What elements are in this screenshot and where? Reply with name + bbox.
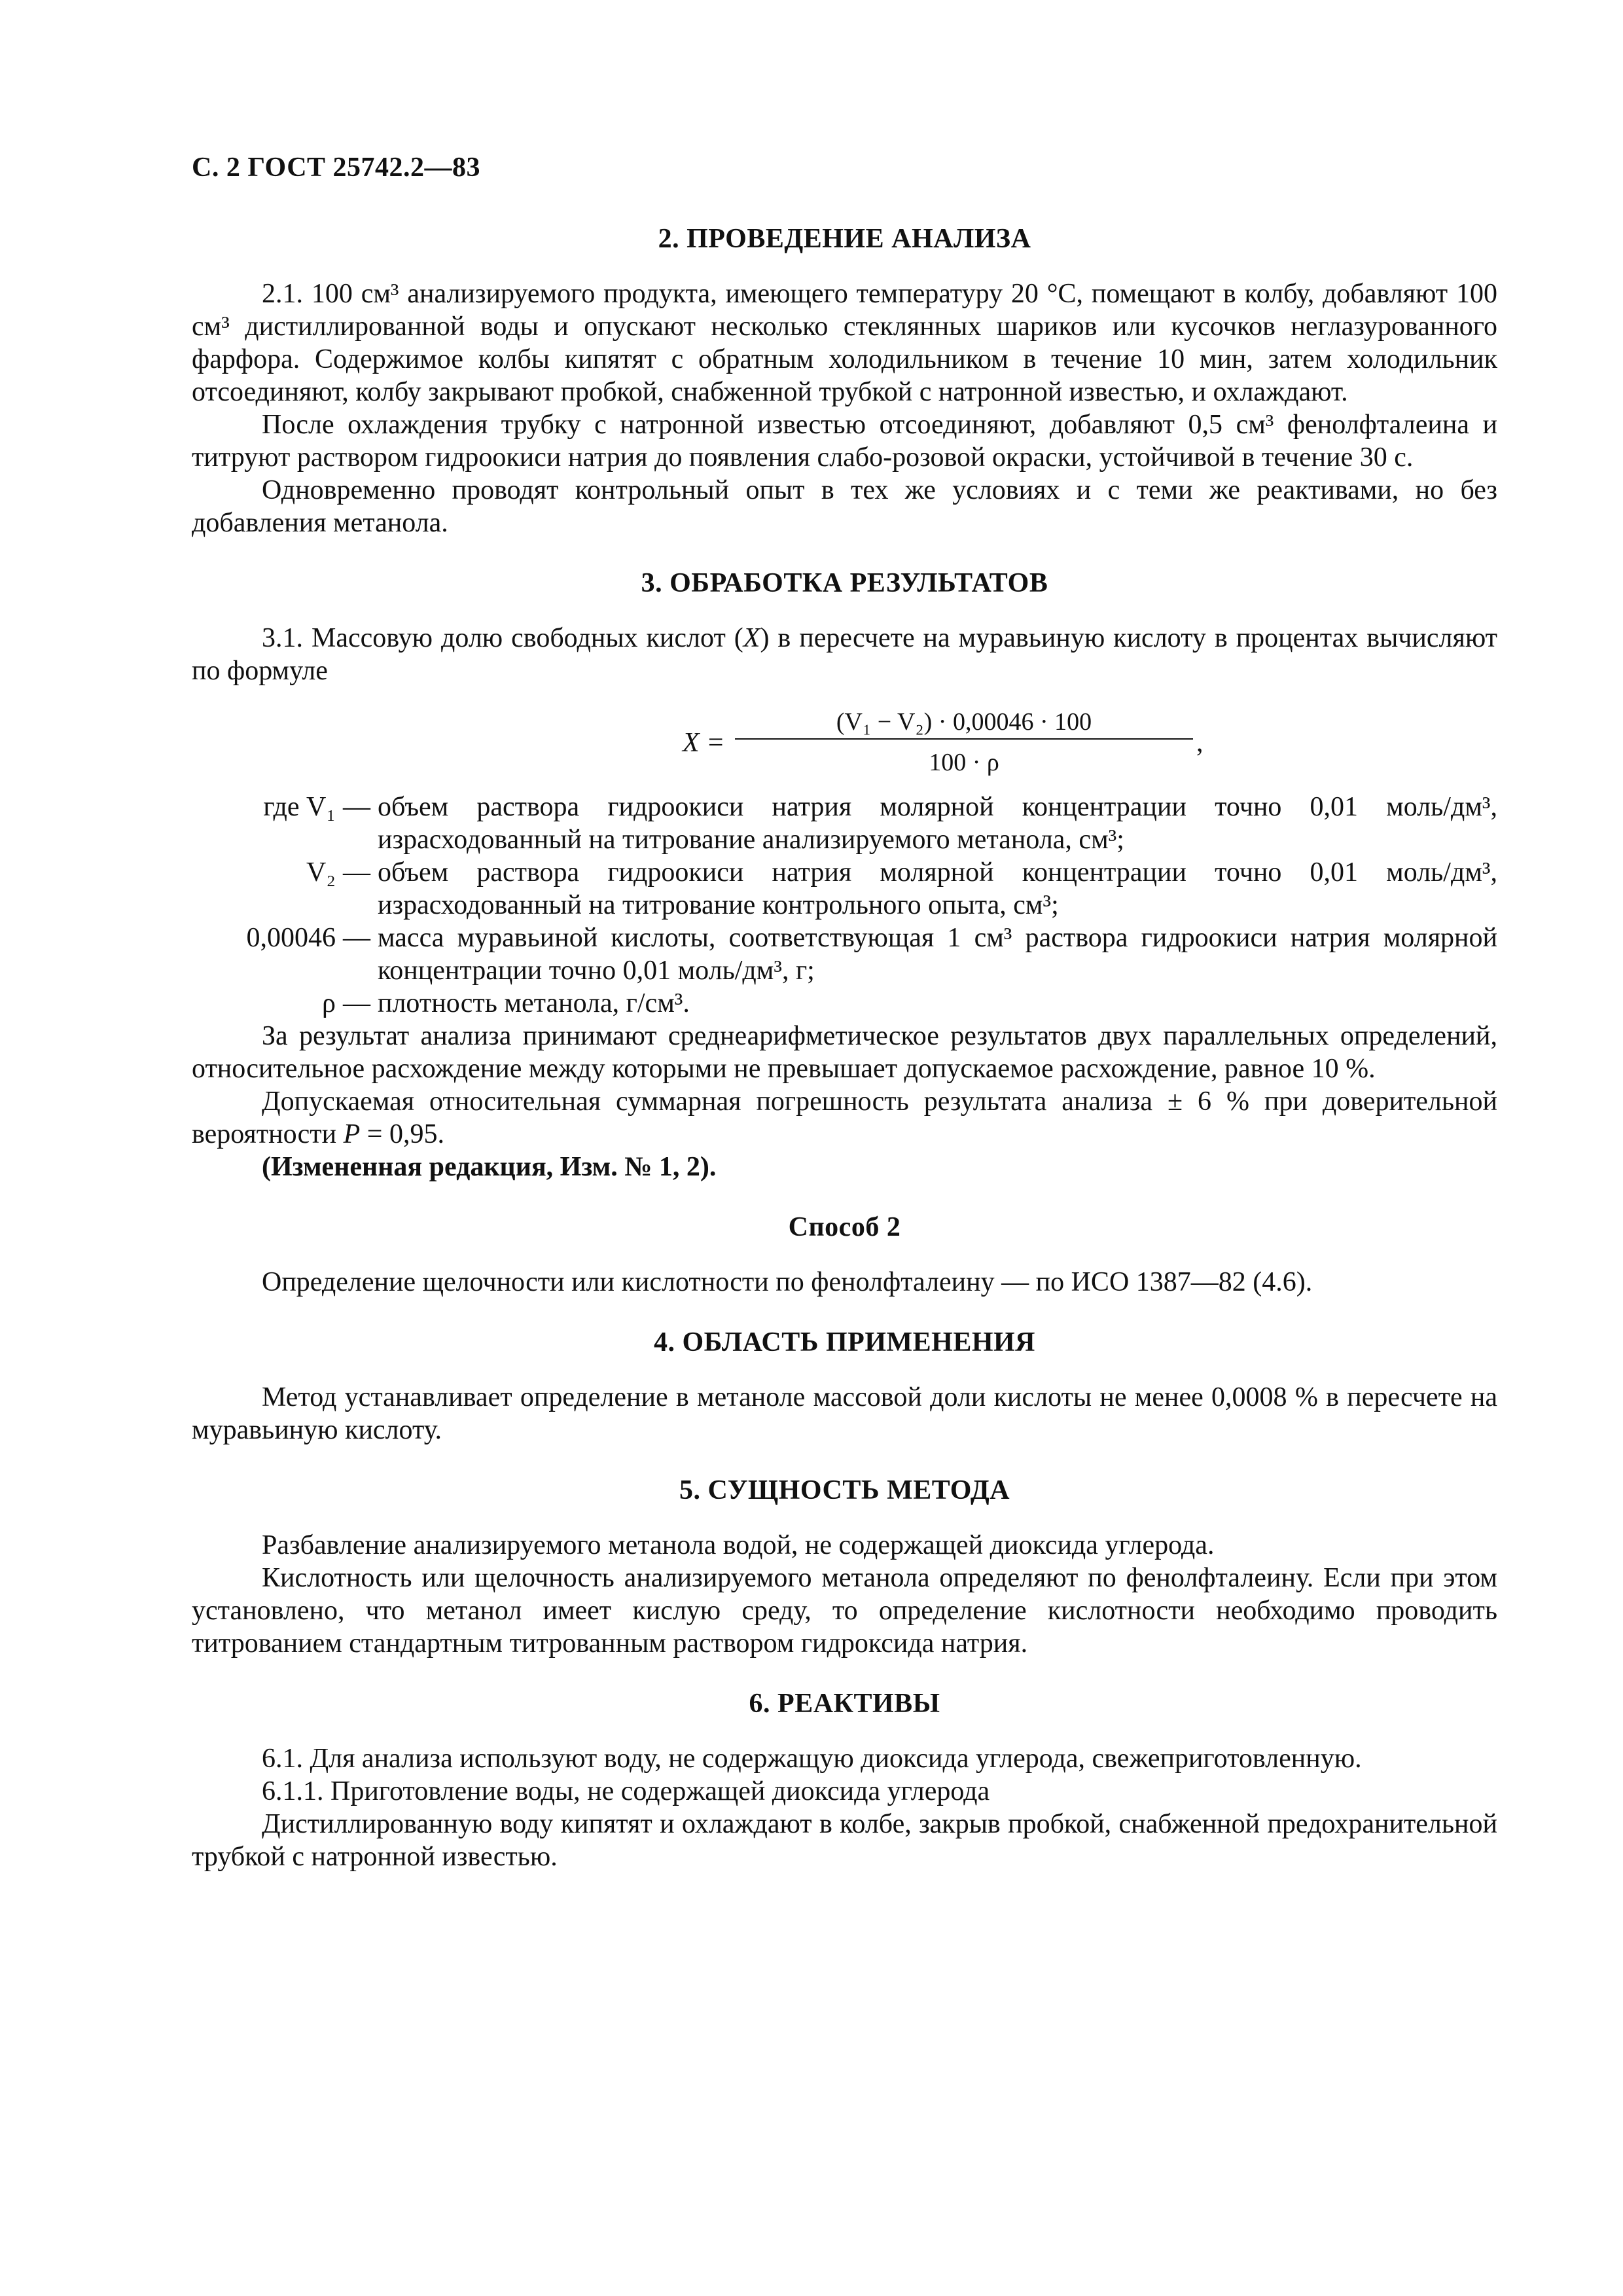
paragraph-3-error: Допускаемая относительная суммарная погрешность результата анализа ± 6 % при доверительной вероятности P = 0,95. xyxy=(192,1086,1497,1149)
definition-v1: где V₁ — объем раствора гидроокиси натрия молярной концентрации точно 0,01 моль/дм³, израсходованный на титрование анализируемого метанола, см³; xyxy=(263,792,1497,855)
definition-v2: V₂ — объем раствора гидроокиси натрия молярной концентрации точно 0,01 моль/дм³, израсходованный на титрование контрольного опыта, см³; xyxy=(306,857,1497,920)
page-header: С. 2 ГОСТ 25742.2—83 xyxy=(192,152,481,183)
paragraph-2-1: 2.1. 100 см³ анализируемого продукта, имеющего температуру 20 °С, помещают в колбу, добавляют 100 см³ дистиллированной воды и опускают несколько стеклянных шариков или кусочков неглазурованного фарфора. Содержимое колбы кипятят с обратным холодильником в течение 10 мин, затем холодильник отсоединяют, колбу закрывают пробкой, снабженной трубкой с натронной известью, и охлаждают. xyxy=(192,279,1497,407)
paragraph-5-1: Разбавление анализируемого метанола водой, не содержащей диоксида углерода. xyxy=(262,1530,1215,1560)
section-4-title: 4. ОБЛАСТЬ ПРИМЕНЕНИЯ xyxy=(653,1327,1036,1357)
section-3-title: 3. ОБРАБОТКА РЕЗУЛЬТАТОВ xyxy=(641,568,1048,598)
formula-denominator: 100 · ρ xyxy=(929,749,999,776)
variable-definitions xyxy=(192,791,1497,1020)
paragraph-6-1: 6.1. Для анализа используют воду, не содержащую диоксида углерода, свежеприготовленную. xyxy=(262,1744,1362,1774)
paragraph-2-control: Одновременно проводят контрольный опыт в тех же условиях и с теми же реактивами, но без добавления метанола. xyxy=(192,475,1497,538)
formula-comma: , xyxy=(1196,728,1204,758)
formula-fraction-bar xyxy=(735,738,1193,740)
amendment-note: (Измененная редакция, Изм. № 1, 2). xyxy=(262,1152,717,1182)
paragraph-5-2: Кислотность или щелочность анализируемого метанола определяют по фенолфталеину. Если при этом установлено, что метанол имеет кислую среду, то определение кислотности необходимо проводить титрованием стандартным титрованным раствором гидроксида натрия. xyxy=(192,1563,1497,1659)
formula xyxy=(192,706,1497,783)
paragraph-4-1: Метод устанавливает определение в метаноле массовой доли кислоты не менее 0,0008 % в пересчете на муравьиную кислоту. xyxy=(192,1382,1497,1445)
method-2-text: Определение щелочности или кислотности по фенолфталеину — по ИСО 1387—82 (4.6). xyxy=(262,1267,1313,1297)
paragraph-3-result: За результат анализа принимают среднеарифметическое результатов двух параллельных определений, относительное расхождение между которыми не превышает допускаемое расхождение, равное 10 %. xyxy=(192,1021,1497,1084)
section-6-title: 6. РЕАКТИВЫ xyxy=(749,1689,940,1719)
section-2-title: 2. ПРОВЕДЕНИЕ АНАЛИЗА xyxy=(658,224,1031,254)
paragraph-3-1: 3.1. Массовую долю свободных кислот (X) в пересчете на муравьиную кислоту в процентах вычисляют по формуле xyxy=(192,623,1497,686)
method-2-title: Способ 2 xyxy=(788,1212,901,1242)
paragraph-6-1-1: 6.1.1. Приготовление воды, не содержащей диоксида углерода xyxy=(262,1776,990,1806)
formula-numerator: (V₁ − V₂) · 0,00046 · 100 xyxy=(836,708,1092,736)
document-body xyxy=(192,223,1497,1873)
definition-density: ρ — плотность метанола, г/см³. xyxy=(322,988,690,1018)
formula-lhs: X = xyxy=(683,728,725,758)
definition-coefficient: 0,00046 — масса муравьиной кислоты, соответствующая 1 см³ раствора гидроокиси натрия молярной концентрации точно 0,01 моль/дм³, г; xyxy=(246,923,1497,986)
section-5-title: 5. СУЩНОСТЬ МЕТОДА xyxy=(679,1475,1010,1505)
paragraph-6-1-1-text: Дистиллированную воду кипятят и охлаждают в колбе, закрыв пробкой, снабженной предохранительной трубкой с натронной известью. xyxy=(192,1809,1497,1872)
paragraph-2-cooling: После охлаждения трубку с натронной известью отсоединяют, добавляют 0,5 см³ фенолфталеина и титруют раствором гидроокиси натрия до появления слабо-розовой окраски, устойчивой в течение 30 с. xyxy=(192,410,1497,473)
